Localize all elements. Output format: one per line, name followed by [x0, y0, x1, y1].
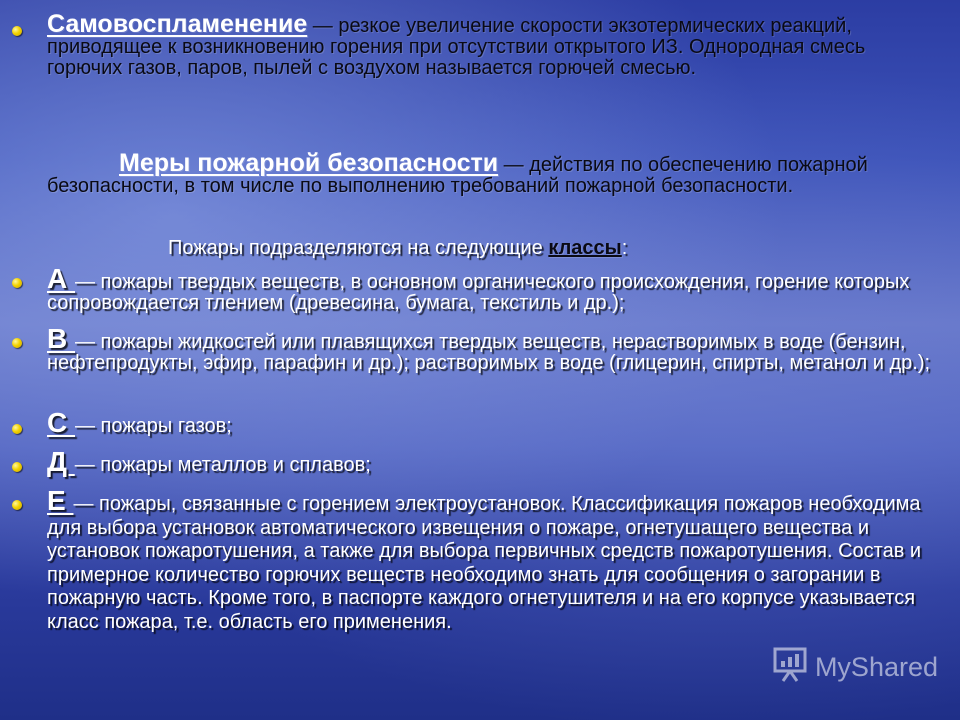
bullet-icon — [12, 278, 22, 288]
classes-keyword: классы — [548, 237, 622, 259]
definition-term: Меры пожарной безопасности — [119, 149, 499, 177]
definition-text: — действия по обеспечению пожарной безопасности, в том числе по выполнению требований пожарной безопасности. — [47, 154, 868, 197]
fire-class-item — [47, 485, 946, 634]
fire-class-text: — пожары, связанные с горением электроустановок. Классификация пожаров необходима для выбора установок автоматического извещения о пожаре, огнетушащего вещества и установок пожаротушения, а также для выбора первичных средств пожаротушения. Состав и примерное количество горючих веществ необходимо знать для сообщения о загорании в пожарную часть. Кроме того, в паспорте каждого огнетушителя и на его корпусе указывается класс пожара, т.е. область его применения. — [47, 493, 922, 633]
definition-term: Самовоспламенение — [47, 10, 308, 38]
bullet-icon — [12, 500, 22, 510]
fire-class-letter: Е — [47, 485, 74, 516]
bullet-icon — [12, 462, 22, 472]
fire-class-item — [47, 407, 938, 438]
watermark — [771, 645, 938, 690]
classes-colon: : — [621, 237, 628, 259]
fire-class-item — [47, 446, 938, 477]
fire-class-text: — пожары жидкостей или плавящихся твердых веществ, нерастворимых в воде (бензин, нефтепродукты, эфир, парафин и др.); растворимых в воде (глицерин, спирты, метанол и др.); — [47, 331, 931, 374]
bullet-icon — [12, 26, 22, 36]
fire-class-text: — пожары газов; — [75, 415, 232, 437]
fire-class-text: — пожары твердых веществ, в основном органического происхождения, горение которых сопровождается тлением (древесина, бумага, текстиль и др.); — [47, 271, 910, 314]
fire-class-letter: С — [47, 407, 75, 438]
fire-class-text: — пожары металлов и сплавов; — [74, 454, 371, 476]
bullet-icon — [12, 338, 22, 348]
fire-class-letter: Д — [47, 446, 75, 477]
classes-intro-text: Пожары подразделяются на следующие — [168, 237, 549, 259]
definition-fire-safety-measures — [47, 149, 938, 197]
definition-text: — резкое увеличение скорости экзотермических реакций, приводящее к возникновению горения при отсутствии открытого ИЗ. Однородная смесь горючих газов, паров, пылей с воздухом называется горючей смесью. — [47, 15, 866, 79]
fire-class-letter: А — [47, 263, 75, 294]
presentation-board-icon — [771, 645, 809, 690]
classes-intro — [168, 238, 940, 259]
definition-self-ignition — [47, 10, 938, 79]
bullet-icon — [12, 424, 22, 434]
fire-class-item — [47, 323, 938, 374]
fire-class-letter: В — [47, 323, 75, 354]
watermark-text: MyShared — [814, 652, 938, 682]
fire-class-item — [47, 263, 938, 314]
